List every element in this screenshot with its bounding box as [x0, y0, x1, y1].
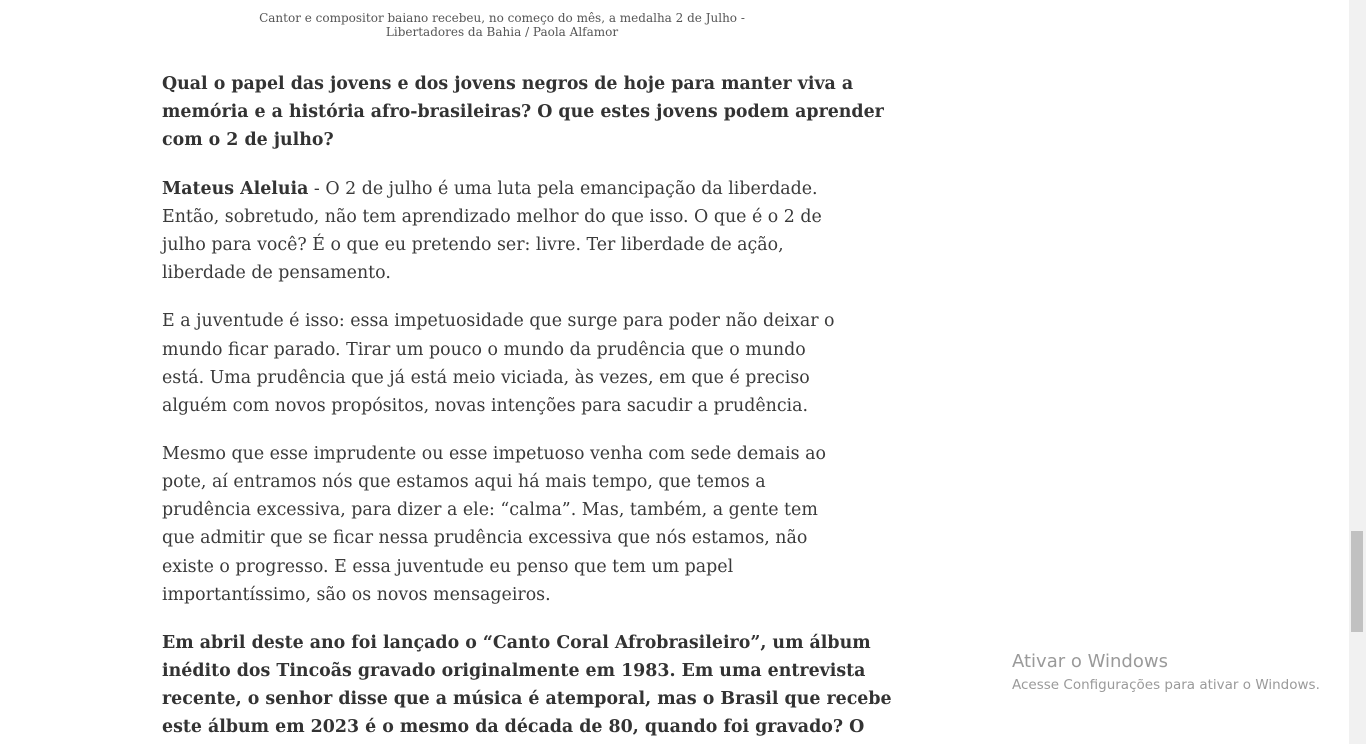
vertical-scrollbar[interactable] — [1349, 0, 1366, 744]
paragraph-line: E a juventude é isso: essa impetuosidade que surge para poder não deixar o — [162, 311, 835, 332]
question-line: este álbum em 2023 é o mesmo da década de 80, quando foi gravado? O — [162, 717, 865, 738]
caption-line: Cantor e compositor baiano recebeu, no começo do mês, a medalha 2 de Julho - — [259, 11, 745, 25]
interview-question — [162, 70, 884, 154]
question-line: inédito dos Tincoãs gravado originalmente em 1983. Em uma entrevista — [162, 661, 866, 682]
question-line: com o 2 de julho? — [162, 130, 334, 151]
interview-question — [162, 629, 892, 741]
answer-line: julho para você? É o que eu pretendo ser: livre. Ter liberdade de ação, — [162, 234, 784, 255]
paragraph-line: prudência excessiva, para dizer a ele: “calma”. Mas, também, a gente tem — [162, 500, 818, 521]
article-body — [162, 70, 892, 744]
paragraph-line: pote, aí entramos nós que estamos aqui há mais tempo, que temos a — [162, 472, 766, 493]
speaker-name: Mateus Aleluia — [162, 178, 309, 199]
interview-answer — [162, 175, 848, 287]
paragraph-line: que admitir que se ficar nessa prudência excessiva que nós estamos, não — [162, 528, 808, 549]
question-line: Em abril deste ano foi lançado o “Canto Coral Afrobrasileiro”, um álbum — [162, 633, 871, 654]
question-line: Qual o papel das jovens e dos jovens negros de hoje para manter viva a — [162, 74, 854, 94]
answer-line: liberdade de pensamento. — [162, 262, 391, 283]
watermark-subtitle: Acesse Configurações para ativar o Windows. — [1012, 677, 1320, 693]
question-line: memória e a história afro-brasileiras? O que estes jovens podem aprender — [162, 102, 884, 123]
question-line: recente, o senhor disse que a música é atemporal, mas o Brasil que recebe — [162, 689, 892, 710]
paragraph-line: Mesmo que esse imprudente ou esse impetuoso venha com sede demais ao — [162, 444, 826, 465]
paragraph-line: importantíssimo, são os novos mensageiros. — [162, 584, 551, 605]
answer-text: - O 2 de julho é uma luta pela emancipação da liberdade. — [308, 178, 818, 199]
scrollbar-thumb[interactable] — [1351, 531, 1363, 632]
paragraph-line: mundo ficar parado. Tirar um pouco o mundo da prudência que o mundo — [162, 339, 806, 360]
answer-paragraph — [162, 307, 848, 419]
windows-activation-watermark — [1012, 649, 1320, 695]
paragraph-line: existe o progresso. E essa juventude eu penso que tem um papel — [162, 556, 734, 577]
caption-line: Libertadores da Bahia / Paola Alfamor — [385, 25, 619, 39]
paragraph-line: alguém com novos propósitos, novas intenções para sacudir a prudência. — [162, 395, 809, 416]
answer-paragraph — [162, 440, 848, 609]
image-caption — [162, 11, 842, 39]
paragraph-line: está. Uma prudência que já está meio viciada, às vezes, em que é preciso — [162, 367, 810, 388]
watermark-title: Ativar o Windows — [1012, 651, 1168, 672]
answer-first-line — [162, 175, 848, 203]
answer-line: Então, sobretudo, não tem aprendizado melhor do que isso. O que é o 2 de — [162, 206, 822, 227]
